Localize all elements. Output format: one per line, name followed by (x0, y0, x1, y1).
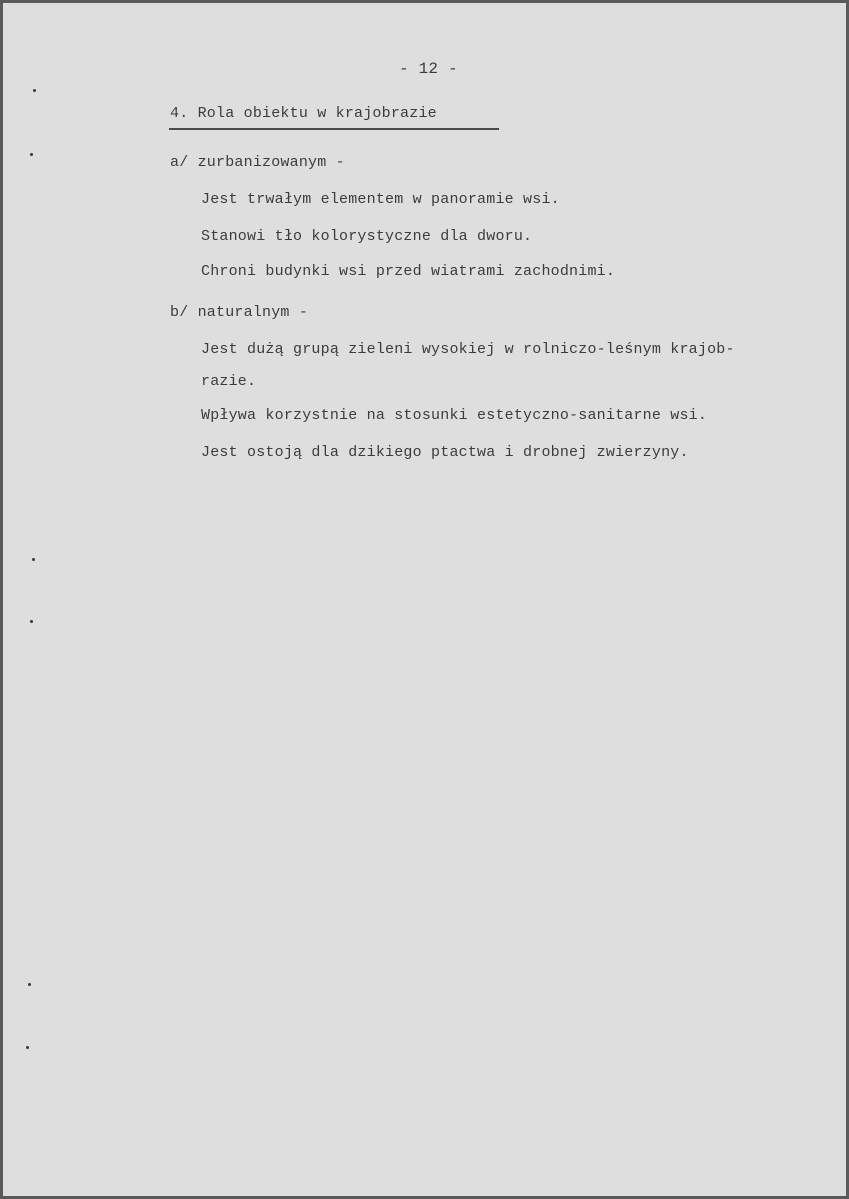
subsection-a-line: Jest trwałym elementem w panoramie wsi. (201, 191, 560, 208)
paper-speck (30, 153, 33, 156)
subsection-b-line: razie. (201, 373, 257, 390)
subsection-a-heading: a/ zurbanizowanym - (170, 154, 345, 171)
paper-speck (30, 620, 33, 623)
subsection-b-line: Jest dużą grupą zieleni wysokiej w rolniczo-leśnym krajob- (201, 341, 735, 358)
subsection-a-line: Stanowi tło kolorystyczne dla dworu. (201, 228, 533, 245)
subsection-b-line: Wpływa korzystnie na stosunki estetyczno-sanitarne wsi. (201, 407, 708, 424)
paper-speck (28, 983, 31, 986)
subsection-b-line: Jest ostoją dla dzikiego ptactwa i drobnej zwierzyny. (201, 444, 689, 461)
paper-speck (26, 1046, 29, 1049)
page-number: - 12 - (399, 60, 458, 78)
subsection-a-line: Chroni budynki wsi przed wiatrami zachodnimi. (201, 263, 616, 280)
section-title: 4. Rola obiektu w krajobrazie (170, 105, 437, 122)
document-page (3, 3, 846, 1196)
subsection-b-heading: b/ naturalnym - (170, 304, 309, 321)
paper-speck (32, 558, 35, 561)
paper-speck (33, 89, 36, 92)
title-underline (169, 128, 499, 130)
